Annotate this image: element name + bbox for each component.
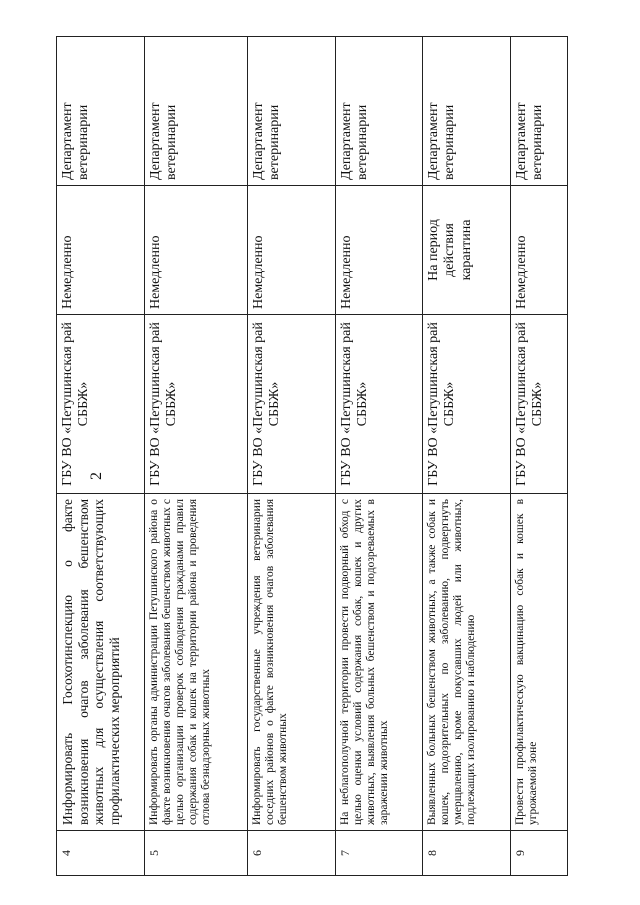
action-text: Провести профилактическую вакцинацию собак и кошек в угрожаемой зоне bbox=[510, 494, 567, 831]
executor: Департамент ветеринарии bbox=[248, 37, 336, 186]
executor: Департамент ветеринарии bbox=[423, 37, 511, 186]
table-row bbox=[510, 37, 567, 876]
deadline: Немедленно bbox=[510, 186, 567, 315]
row-number: 5 bbox=[144, 831, 247, 876]
action-text: Информировать государственные учреждения ветеринарии соседних районов о факте возникновения очагов заболевания бешенством животных bbox=[248, 494, 336, 831]
table-row bbox=[248, 37, 336, 876]
deadline: На период действия карантина bbox=[423, 186, 511, 315]
row-number: 6 bbox=[248, 831, 336, 876]
row-number: 8 bbox=[423, 831, 511, 876]
table-row bbox=[423, 37, 511, 876]
row-number: 4 bbox=[57, 831, 145, 876]
responsible-org: ГБУ ВО «Петушинская рай СББЖ» bbox=[144, 315, 247, 494]
executor: Департамент ветеринарии bbox=[335, 37, 423, 186]
executor: Департамент ветеринарии bbox=[144, 37, 247, 186]
action-text: Информировать Госохотинспекцию о факте возникновения очагов заболевания бешенством животных для осуществления соответствующих профилактических мероприятий bbox=[57, 494, 145, 831]
deadline: Немедленно bbox=[57, 186, 145, 315]
deadline: Немедленно bbox=[335, 186, 423, 315]
table-row bbox=[57, 37, 145, 876]
row-number: 9 bbox=[510, 831, 567, 876]
responsible-org: ГБУ ВО «Петушинская рай СББЖ» bbox=[335, 315, 423, 494]
executor: Департамент ветеринарии bbox=[57, 37, 145, 186]
responsible-org: ГБУ ВО «Петушинская рай СББЖ» bbox=[57, 315, 145, 494]
table-row bbox=[335, 37, 423, 876]
responsible-org: ГБУ ВО «Петушинская рай СББЖ» bbox=[423, 315, 511, 494]
action-text: На неблагополучной территории провести подворный обход с целью оценки условий содержания собак, кошек и других животных, выявления больных бешенством и подозреваемых в заражении животных bbox=[335, 494, 423, 831]
row-number: 7 bbox=[335, 831, 423, 876]
responsible-org: ГБУ ВО «Петушинская рай СББЖ» bbox=[248, 315, 336, 494]
page-content bbox=[56, 36, 568, 876]
action-text: Выявленных больных бешенством животных, а также собак и кошек, подозрительных по заболеванию, подвергнуть умерщвлению, кроме покусавших людей или животных, подлежащих изолированию и наблюдению bbox=[423, 494, 511, 831]
executor: Департамент ветеринарии bbox=[510, 37, 567, 186]
measures-table-wrapper bbox=[56, 36, 568, 876]
deadline: Немедленно bbox=[248, 186, 336, 315]
responsible-org: ГБУ ВО «Петушинская рай СББЖ» bbox=[510, 315, 567, 494]
page-number: 2 bbox=[88, 472, 105, 480]
measures-table bbox=[56, 36, 568, 876]
action-text: Информировать органы администрации Петушинского района о факте возникновения очагов заболевания бешенством животных с целью организации проверок соблюдения гражданами правил содержания собак и кошек на территории района и проведения отлова безнадзорных животных bbox=[144, 494, 247, 831]
table-row bbox=[144, 37, 247, 876]
deadline: Немедленно bbox=[144, 186, 247, 315]
